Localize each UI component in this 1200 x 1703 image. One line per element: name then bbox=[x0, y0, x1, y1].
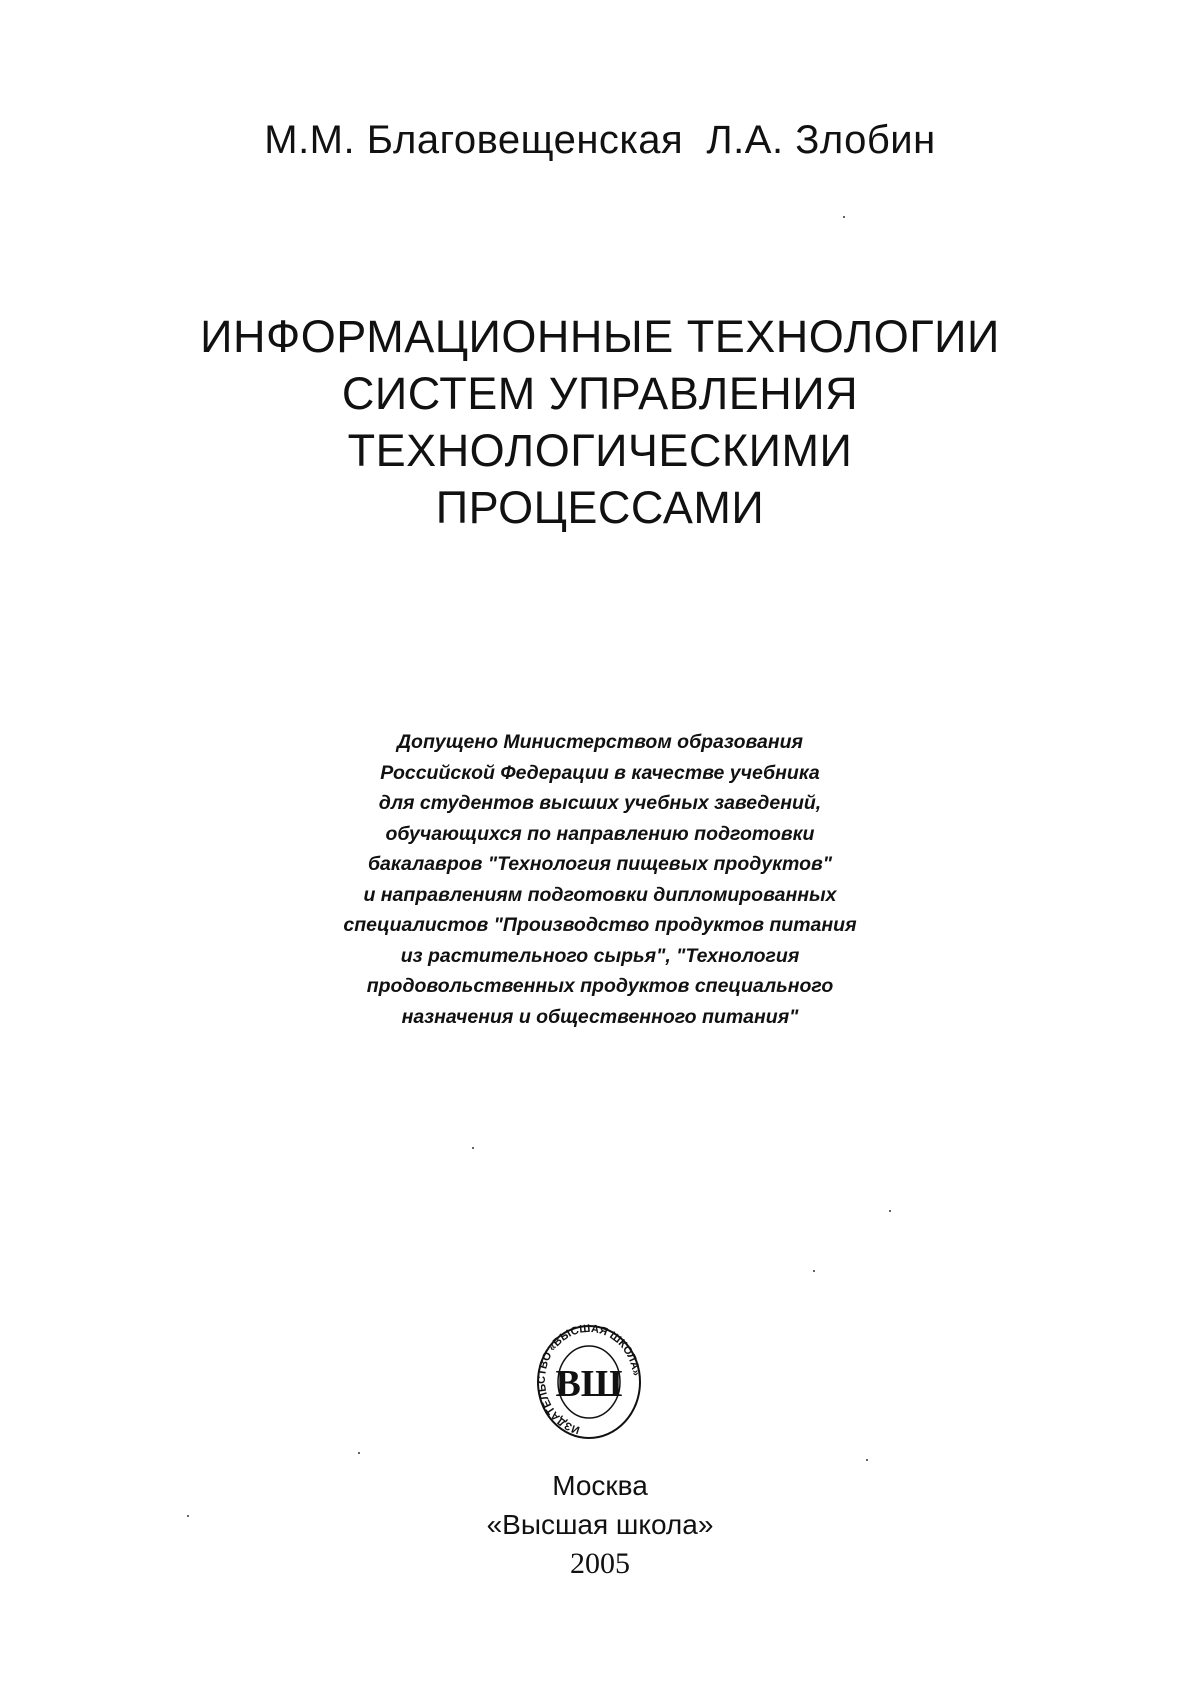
approval-line: специалистов "Производство продуктов питания bbox=[343, 914, 857, 936]
publisher-logo-icon bbox=[535, 1324, 643, 1444]
approval-line: назначения и общественного питания" bbox=[401, 1005, 799, 1028]
approval-line: и направлениям подготовки дипломированных bbox=[363, 883, 837, 906]
book-title bbox=[0, 308, 1200, 536]
scan-speck bbox=[866, 1459, 868, 1461]
imprint-publisher: «Высшая школа» bbox=[486, 1509, 714, 1540]
scan-speck bbox=[843, 216, 845, 218]
scan-speck bbox=[187, 1515, 189, 1517]
imprint-year: 2005 bbox=[570, 1547, 630, 1580]
scan-speck bbox=[813, 1270, 815, 1272]
approval-line: продовольственных продуктов специального bbox=[366, 975, 834, 997]
title-line: ТЕХНОЛОГИЧЕСКИМИ bbox=[347, 425, 853, 476]
approval-line: Допущено Министерством образования bbox=[396, 731, 804, 753]
ministry-approval bbox=[0, 727, 1200, 1032]
scan-speck bbox=[358, 1452, 360, 1454]
approval-line: для студентов высших учебных заведений, bbox=[378, 792, 822, 814]
authors: М.М. Благовещенская Л.А. Злобин bbox=[264, 118, 936, 162]
logo-ring-text: ИЗДАТЕЛЬСТВО «ВЫСШАЯ ШКОЛА» bbox=[536, 1324, 642, 1436]
scan-speck bbox=[889, 1210, 891, 1212]
approval-line: обучающихся по направлению подготовки bbox=[385, 822, 815, 845]
title-line: ПРОЦЕССАМИ bbox=[435, 482, 765, 533]
approval-line: из растительного сырья", "Технология bbox=[400, 944, 800, 967]
approval-line: бакалавров "Технология пищевых продуктов" bbox=[367, 853, 833, 875]
approval-line: Российской Федерации в качестве учебника bbox=[380, 761, 820, 784]
title-line: ИНФОРМАЦИОННЫЕ ТЕХНОЛОГИИ bbox=[200, 311, 1000, 362]
logo-monogram: ВШ bbox=[555, 1363, 623, 1405]
scan-speck bbox=[472, 1147, 474, 1149]
title-line: СИСТЕМ УПРАВЛЕНИЯ bbox=[341, 368, 859, 419]
imprint-city: Москва bbox=[552, 1470, 648, 1501]
